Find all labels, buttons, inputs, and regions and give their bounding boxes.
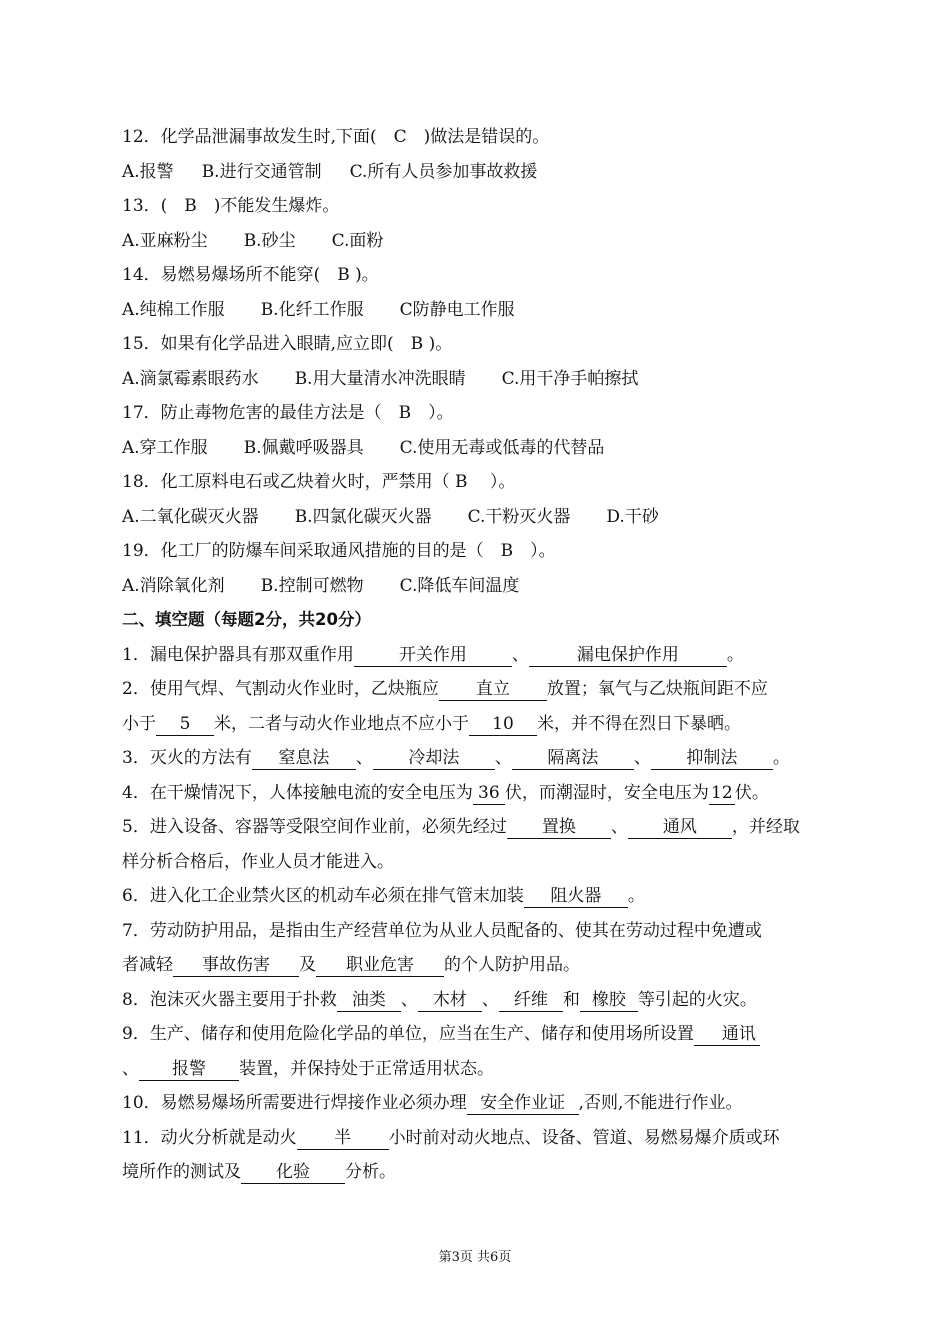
question-text: 5．进入设备、容器等受限空间作业前，必须先经过	[122, 817, 507, 837]
question-stem: 19．化工厂的防爆车间采取通风措施的目的是（ B ）。	[122, 541, 556, 561]
question-text: 6．进入化工企业禁火区的机动车必须在排气管末加装	[122, 886, 524, 906]
question-text: 小于	[122, 713, 156, 734]
fill-question-2	[122, 672, 834, 707]
section-heading: 二、填空题（每题2分，共20分）	[122, 610, 371, 629]
question-text: 。	[627, 886, 645, 906]
option-a: A.滴氯霉素眼药水	[122, 368, 259, 389]
question-13	[122, 189, 834, 224]
option-b: B.砂尘	[243, 230, 296, 251]
question-text: 、	[610, 817, 628, 837]
answer-blank: 通讯	[694, 1023, 760, 1046]
option-a: A.二氧化碳灭火器	[122, 506, 259, 527]
question-text: ,否则,不能进行作业。	[578, 1093, 743, 1113]
option-c: C.面粉	[331, 230, 384, 251]
answer-blank: 化验	[241, 1161, 345, 1184]
answer-blank: 5	[156, 713, 214, 736]
question-text: 分析。	[345, 1162, 396, 1182]
question-text: 的个人防护用品。	[444, 955, 580, 975]
answer-blank: 职业危害	[316, 954, 444, 977]
question-text: 、	[481, 989, 499, 1010]
answer-blank: 冷却法	[373, 747, 495, 770]
options-12	[122, 155, 834, 190]
fill-question-4	[122, 776, 834, 811]
question-text: 和	[562, 989, 580, 1010]
question-stem: 18．化工原料电石或乙炔着火时，严禁用（ B ）。	[122, 472, 516, 492]
answer-blank: 橡胶	[580, 989, 638, 1012]
fill-question-7	[122, 914, 834, 949]
answer-blank: 开关作用	[354, 644, 512, 667]
answer-blank: 木材	[418, 989, 482, 1012]
answer-blank: 事故伤害	[173, 954, 299, 977]
question-stem: 12．化学品泄漏事故发生时,下面( C )做法是错误的。	[122, 127, 550, 147]
question-text: 、	[122, 1058, 139, 1079]
question-stem: 13．( B )不能发生爆炸。	[122, 196, 340, 216]
answer-blank: 阻火器	[524, 885, 628, 908]
question-text: 9．生产、储存和使用危险化学品的单位，应当在生产、储存和使用场所设置	[122, 1024, 694, 1044]
question-text: 10．易燃易爆场所需要进行焊接作业必须办理	[122, 1093, 467, 1113]
options-15	[122, 362, 834, 397]
question-stem: 15．如果有化学品进入眼睛,应立即( B )。	[122, 334, 453, 354]
option-c: C.干粉灭火器	[467, 506, 571, 527]
question-text: 样分析合格后，作业人员才能进入。	[122, 851, 394, 872]
option-b: B.化纤工作服	[260, 299, 364, 320]
option-b: B.用大量清水冲洗眼睛	[294, 368, 466, 389]
option-c: C.所有人员参加事故救援	[349, 161, 538, 182]
question-text: ，并经取	[731, 817, 800, 837]
fill-question-11	[122, 1121, 834, 1156]
question-text: 小时前对动火地点、设备、管道、易燃易爆介质或环	[388, 1127, 780, 1148]
question-text: 。	[726, 644, 744, 665]
options-19	[122, 569, 834, 604]
answer-blank: 通风	[628, 816, 732, 839]
question-text: 7．劳动防护用品，是指由生产经营单位为从业人员配备的、使其在劳动过程中免遭或	[122, 920, 762, 941]
option-b: B.四氯化碳灭火器	[294, 506, 432, 527]
answer-blank: 36	[473, 782, 505, 805]
fill-question-9	[122, 1017, 834, 1052]
option-c: C防静电工作服	[399, 299, 515, 320]
question-text: 伏，而潮湿时，安全电压为	[504, 782, 709, 803]
fill-question-2-cont	[122, 707, 834, 742]
options-14	[122, 293, 834, 328]
option-b: B.控制可燃物	[260, 575, 364, 596]
answer-blank: 漏电保护作用	[529, 644, 727, 667]
question-text: 1．漏电保护器具有那双重作用	[122, 644, 354, 665]
question-text: 、	[511, 644, 529, 665]
question-text: 者减轻	[122, 955, 173, 975]
answer-blank: 窒息法	[252, 747, 356, 770]
answer-blank: 直立	[439, 678, 547, 701]
question-text: 11．动火分析就是动火	[122, 1127, 297, 1148]
question-text: 米，二者与动火作业地点不应小于	[214, 713, 469, 734]
fill-question-1	[122, 638, 834, 673]
fill-question-6	[122, 879, 834, 914]
answer-blank: 半	[297, 1127, 389, 1150]
option-a: A.穿工作服	[122, 437, 208, 458]
answer-blank: 报警	[139, 1058, 239, 1081]
answer-blank: 置换	[507, 816, 611, 839]
question-text: 及	[299, 955, 316, 975]
question-14	[122, 258, 834, 293]
question-text: 4．在干燥情况下，人体接触电流的安全电压为	[122, 782, 473, 803]
fill-question-11-cont	[122, 1155, 834, 1190]
question-text: 3．灭火的方法有	[122, 748, 252, 768]
question-15	[122, 327, 834, 362]
option-b: B.佩戴呼吸器具	[243, 437, 364, 458]
answer-blank: 10	[469, 713, 537, 736]
question-12	[122, 120, 834, 155]
options-18	[122, 500, 834, 535]
question-text: 2．使用气焊、气割动火作业时，乙炔瓶应	[122, 679, 439, 699]
question-17	[122, 396, 834, 431]
fill-question-7-cont	[122, 948, 834, 983]
option-c: C.使用无毒或低毒的代替品	[399, 437, 605, 458]
question-text: 米，并不得在烈日下暴晒。	[537, 713, 741, 734]
question-text: 、	[400, 989, 418, 1010]
option-a: A.亚麻粉尘	[122, 230, 208, 251]
question-19	[122, 534, 834, 569]
option-b: B.进行交通管制	[201, 161, 322, 182]
option-d: D.干砂	[606, 506, 659, 527]
page-number-footer: 第3页 共6页	[438, 1250, 512, 1265]
option-c: C.降低车间温度	[399, 575, 520, 596]
option-a: A.纯棉工作服	[122, 299, 225, 320]
question-text: 放置；氧气与乙炔瓶间距不应	[546, 679, 768, 699]
question-text: 、	[633, 748, 651, 768]
fill-question-8	[122, 983, 834, 1018]
answer-blank: 隔离法	[512, 747, 634, 770]
answer-blank: 抑制法	[651, 747, 773, 770]
fill-question-10	[122, 1086, 834, 1121]
option-c: C.用干净手帕擦拭	[501, 368, 639, 389]
option-a: A.报警	[122, 161, 174, 182]
answer-blank: 油类	[337, 989, 401, 1012]
fill-question-3	[122, 741, 834, 776]
question-stem: 14．易燃易爆场所不能穿( B )。	[122, 265, 379, 285]
question-18	[122, 465, 834, 500]
question-text: 伏。	[734, 782, 769, 803]
answer-blank: 纤维	[499, 989, 563, 1012]
fill-question-5	[122, 810, 834, 845]
fill-question-5-cont	[122, 845, 834, 880]
fill-question-9-cont	[122, 1052, 834, 1087]
question-text: 。	[772, 748, 790, 768]
options-17	[122, 431, 834, 466]
question-text: 、	[494, 748, 512, 768]
answer-blank: 12	[709, 782, 735, 805]
document-body	[122, 120, 834, 1190]
question-text: 8．泡沫灭火器主要用于扑救	[122, 989, 337, 1010]
question-text: 等引起的火灾。	[637, 989, 757, 1010]
option-a: A.消除氧化剂	[122, 575, 225, 596]
question-stem: 17．防止毒物危害的最佳方法是（ B ）。	[122, 403, 454, 423]
question-text: 装置，并保持处于正常适用状态。	[239, 1058, 494, 1079]
question-text: 境所作的测试及	[122, 1162, 241, 1182]
options-13	[122, 224, 834, 259]
question-text: 、	[355, 748, 373, 768]
answer-blank: 安全作业证	[467, 1092, 579, 1115]
